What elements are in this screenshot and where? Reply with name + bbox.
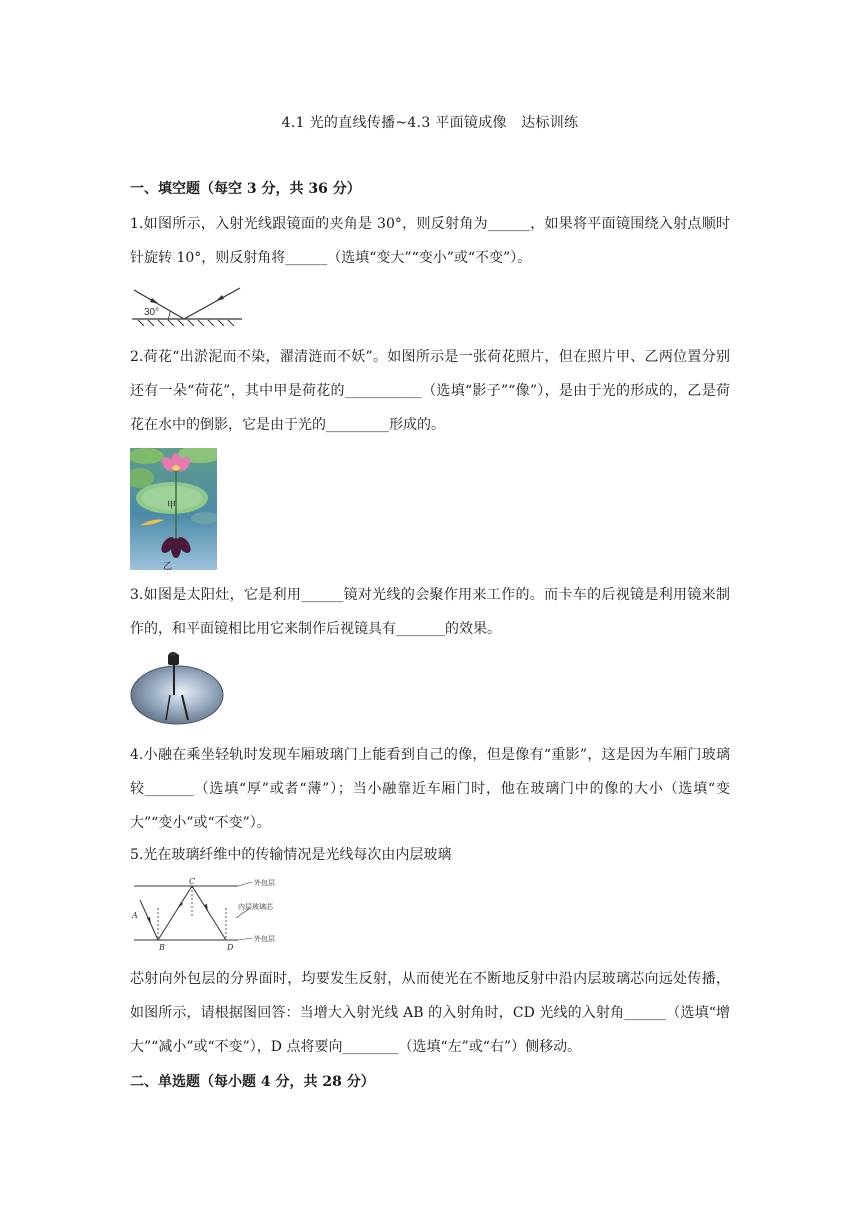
question-2-text: 2.荷花“出淤泥而不染，濯清涟而不妖”。如图所示是一张荷花照片，但在照片甲、乙两位置分别还有一朵“荷花”，其中甲是荷花的___________（选填“影子”“像”），是由于光的形成的，乙是荷花在水中的倒影，它是由于光的_________形成的。 xyxy=(130,349,730,433)
label-A: A xyxy=(132,911,138,920)
label-outer-top: 外包层 xyxy=(254,880,275,887)
question-3-text: 3.如图是太阳灶，它是利用______镜对光线的会聚作用来工作的。而卡车的后视镜是利用镜来制作的，和平面镜相比用它来制作后视镜具有_______的效果。 xyxy=(130,587,730,637)
solar-cooker-photo xyxy=(130,650,225,730)
lotus-photo xyxy=(130,448,217,574)
label-D: D xyxy=(227,943,234,952)
question-4-text: 4.小融在乘坐轻轨时发现车厢玻璃门上能看到自己的像，但是像有“重影”，这是因为车厢门玻璃较_______（选填“厚”或者“薄”）；当小融靠近车厢门时，他在玻璃门中的像的大小（选填“变大”“变小”或“不变”）。 xyxy=(130,747,730,831)
optical-fiber-figure xyxy=(130,874,290,958)
label-inner-core: 内层玻璃芯 xyxy=(238,904,273,911)
angle-label: 30° xyxy=(144,307,160,318)
label-outer-bottom: 外包层 xyxy=(254,936,275,943)
section-heading-fill-blank: 一、填空题（每空 3 分，共 36 分） xyxy=(130,181,361,197)
question-1-text: 1.如图所示，入射光线跟镜面的夹角是 30°，则反射角为______，如果将平面镜围绕入射点顺时针旋转 10°，则反射角将______（选填“变大”“变小”或“不变”）。 xyxy=(130,216,730,266)
reflection-figure xyxy=(130,284,245,330)
label-yi: 乙 xyxy=(163,561,173,570)
question-5-text-b: 芯射向外包层的分界面时，均要发生反射，从而使光在不断地反射中沿内层玻璃芯向远处传播，如图所示，请根据图回答：当增大入射光线 AB 的入射角时，CD 光线的入射角______（选填“增大”“减小”或“不变”），D 点将要向________（选填“左”或“右”）侧移动。 xyxy=(130,971,730,1055)
label-C: C xyxy=(189,877,196,886)
section-heading-single-choice: 二、单选题（每小题 4 分，共 28 分） xyxy=(130,1074,375,1090)
label-jia: 甲 xyxy=(167,500,177,510)
question-5-text-a: 5.光在玻璃纤维中的传输情况是光线每次由内层玻璃 xyxy=(130,847,452,863)
page-title: 4.1 光的直线传播~4.3 平面镜成像 达标训练 xyxy=(281,115,579,131)
label-B: B xyxy=(159,943,165,952)
